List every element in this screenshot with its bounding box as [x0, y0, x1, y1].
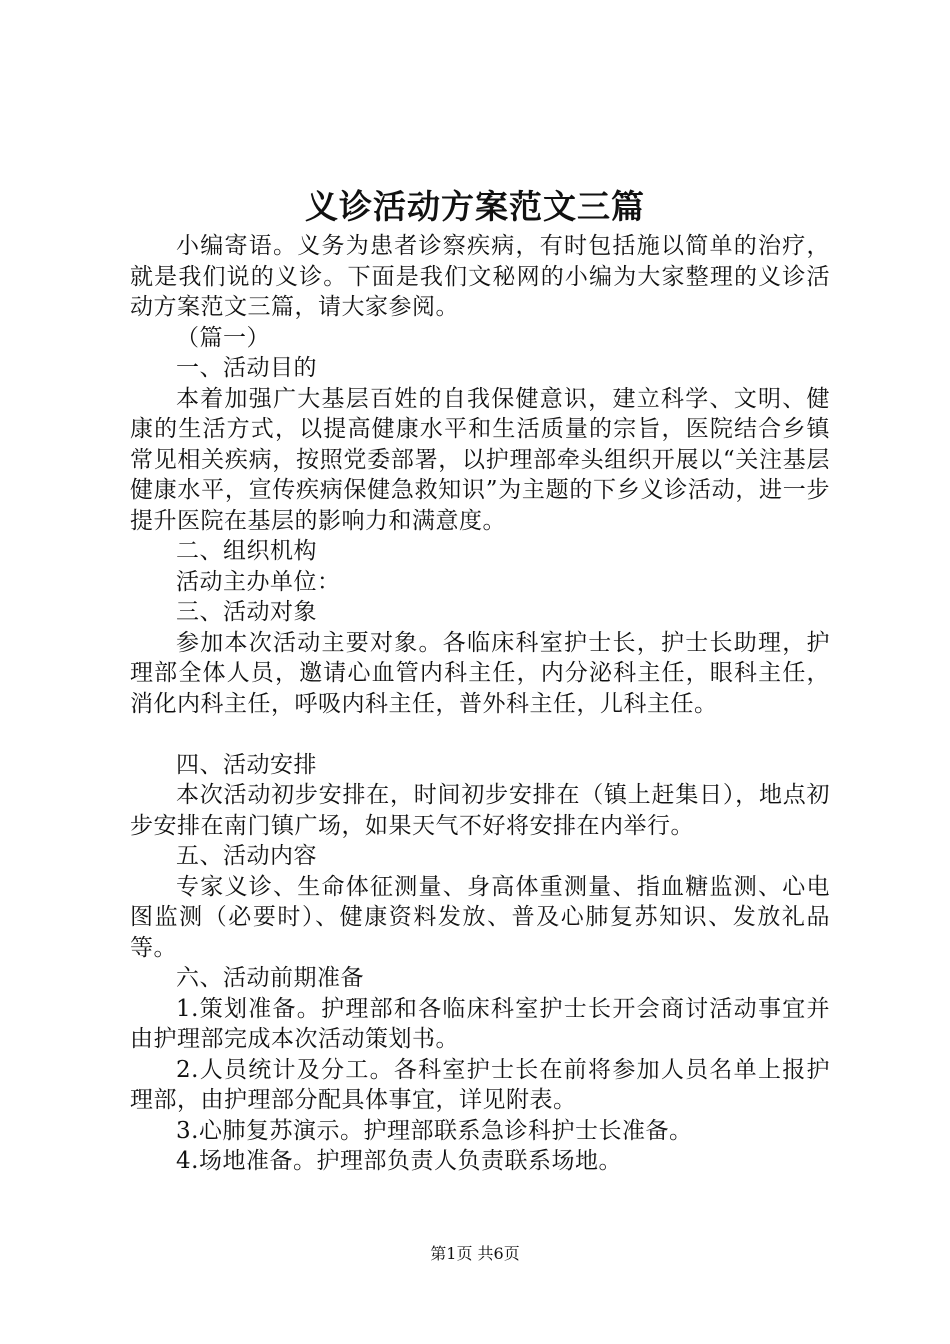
preparation-item: 3.心肺复苏演示。护理部联系急诊科护士长准备。 [176, 1117, 693, 1144]
preparation-item: 2.人员统计及分工。各科室护士长在前将参加人员名单上报护理部，由护理部分配具体事宜，详见附表。 [130, 1056, 830, 1113]
section-text-content: 专家义诊、生命体征测量、身高体重测量、指血糖监测、心电图监测（必要时）、健康资料发放、普及心肺复苏知识、发放礼品等。 [130, 873, 830, 961]
section-text-organization: 活动主办单位： [176, 568, 341, 595]
part-label: （篇一） [176, 324, 270, 351]
document-title: 义诊活动方案范文三篇 [305, 187, 645, 226]
section-text-audience: 参加本次活动主要对象。各临床科室护士长，护士长助理，护理部全体人员，邀请心血管内科主任，内分泌科主任，眼科主任，消化内科主任，呼吸内科主任，普外科主任，儿科主任。 [130, 629, 830, 717]
intro-paragraph: 小编寄语。义务为患者诊察疾病，有时包括施以简单的治疗，就是我们说的义诊。下面是我们文秘网的小编为大家整理的义诊活动方案范文三篇，请大家参阅。 [130, 233, 830, 320]
page-number-footer: 第1页 共6页 [430, 1244, 520, 1263]
section-text-schedule: 本次活动初步安排在，时间初步安排在（镇上赶集日），地点初步安排在南门镇广场，如果天气不好将安排在内举行。 [130, 782, 830, 839]
section-heading-organization: 二、组织机构 [176, 538, 317, 564]
document-body [130, 231, 830, 1177]
section-heading-content: 五、活动内容 [176, 843, 317, 869]
preparation-item: 4.场地准备。护理部负责人负责联系场地。 [176, 1148, 622, 1174]
section-heading-audience: 三、活动对象 [176, 599, 317, 625]
preparation-item: 1.策划准备。护理部和各临床科室护士长开会商讨活动事宜并由护理部完成本次活动策划书。 [130, 995, 830, 1052]
blank-line [130, 719, 830, 750]
section-heading-preparation: 六、活动前期准备 [176, 965, 364, 991]
section-text-purpose: 本着加强广大基层百姓的自我保健意识，建立科学、文明、健康的生活方式，以提高健康水平和生活质量的宗旨，医院结合乡镇常见相关疾病，按照党委部署，以护理部牵头组织开展以“关注基层健康水平，宣传疾病保健急救知识”为主题的下乡义诊活动，进一步提升医院在基层的影响力和满意度。 [130, 385, 830, 534]
section-heading-schedule: 四、活动安排 [176, 751, 317, 778]
section-heading-purpose: 一、活动目的 [176, 355, 317, 381]
